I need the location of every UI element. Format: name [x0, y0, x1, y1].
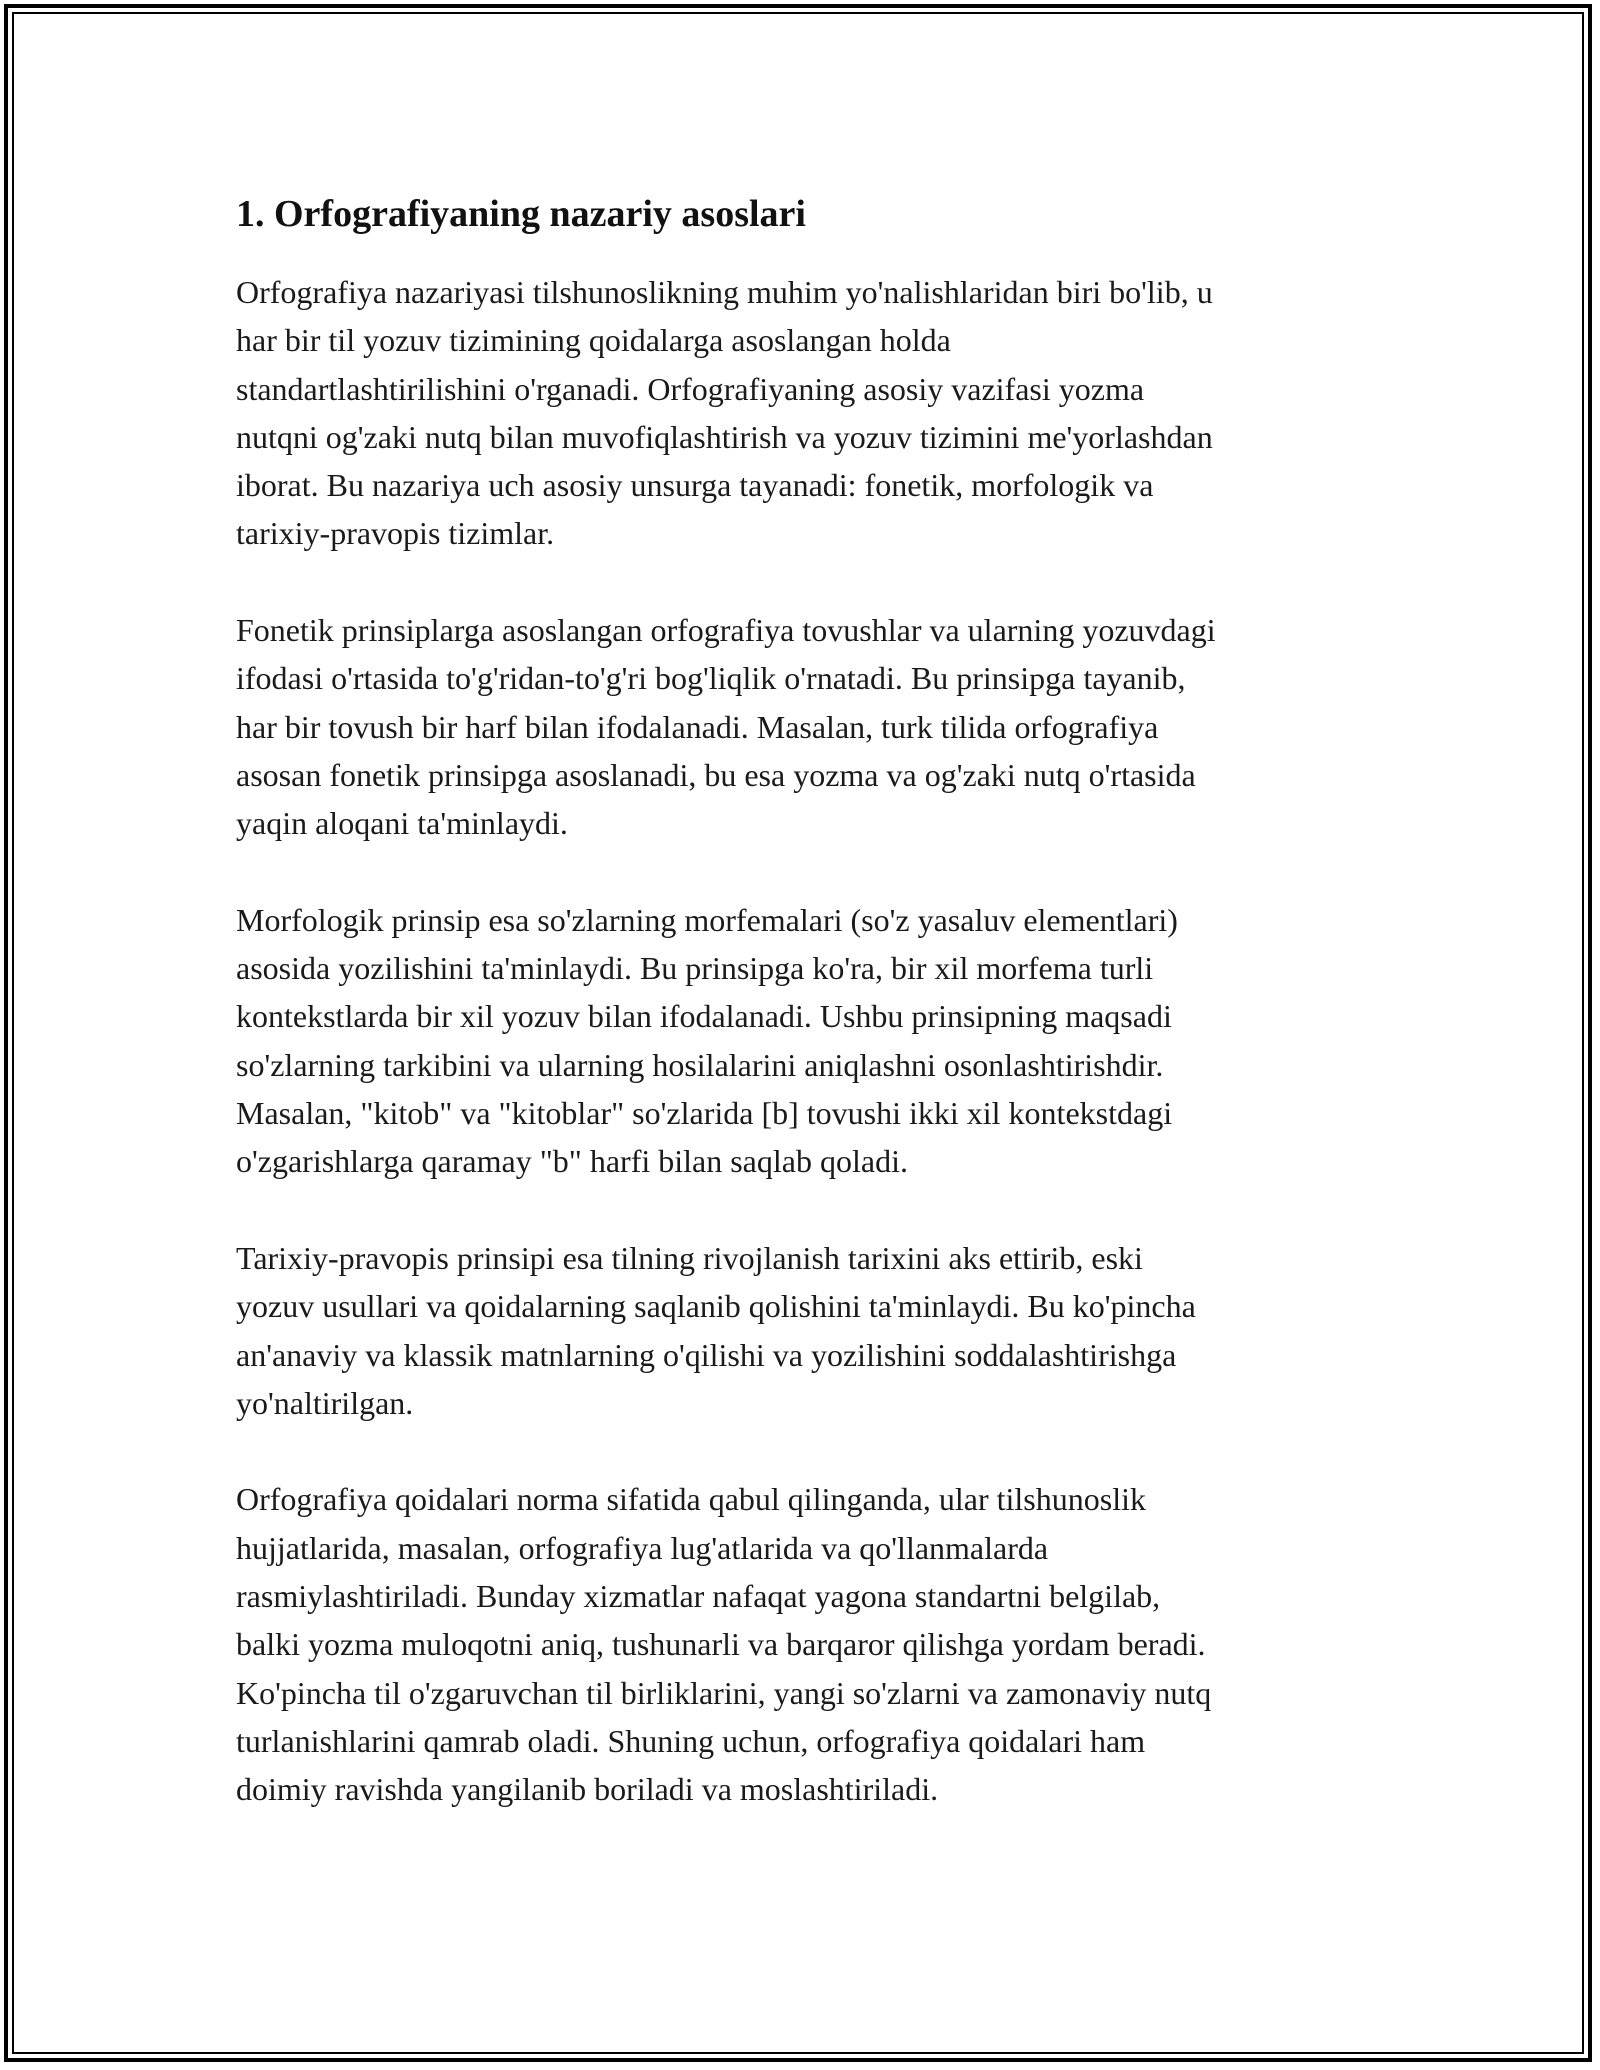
- paragraph-line: rasmiylashtiriladi. Bunday xizmatlar nafaqat yagona standartni belgilab,: [236, 1578, 1161, 1615]
- paragraph-line: nutqni og'zaki nutq bilan muvofiqlashtirish va yozuv tizimini me'yorlashdan: [236, 418, 1213, 455]
- paragraph-line: o'zgarishlarga qaramay "b" harfi bilan saqlab qoladi.: [236, 1143, 908, 1180]
- body-paragraph: [236, 606, 1364, 847]
- paragraph-line: doimiy ravishda yangilanib boriladi va moslashtiriladi.: [236, 1771, 939, 1808]
- document-body: [236, 186, 1364, 1862]
- paragraph-line: har bir til yozuv tizimining qoidalarga asoslangan holda: [236, 322, 951, 359]
- paragraph-line: asosan fonetik prinsipga asoslanadi, bu esa yozma va og'zaki nutq o'rtasida: [236, 756, 1196, 793]
- paragraph-line: Masalan, "kitob" va "kitoblar" so'zlarida [b] tovushi ikki xil kontekstdagi: [236, 1095, 1173, 1132]
- paragraph-line: yozuv usullari va qoidalarning saqlanib qolishini ta'minlaydi. Bu ko'pincha: [236, 1288, 1196, 1325]
- paragraph-line: tarixiy-pravopis tizimlar.: [236, 515, 555, 552]
- paragraph-line: Fonetik prinsiplarga asoslangan orfografiya tovushlar va ularning yozuvdagi: [236, 612, 1216, 649]
- body-paragraph: [236, 896, 1364, 1186]
- paragraph-line: balki yozma muloqotni aniq, tushunarli va barqaror qilishga yordam beradi.: [236, 1626, 1206, 1663]
- paragraph-line: so'zlarning tarkibini va ularning hosilalarini aniqlashni osonlashtirishdir.: [236, 1046, 1164, 1083]
- paragraph-line: hujjatlarida, masalan, orfografiya lug'atlarida va qo'llanmalarda: [236, 1529, 1049, 1566]
- paragraph-line: an'anaviy va klassik matnlarning o'qilishi va yozilishini soddalashtirishga: [236, 1336, 1177, 1373]
- body-paragraph: [236, 268, 1364, 558]
- paragraph-line: Tarixiy-pravopis prinsipi esa tilning rivojlanish tarixini aks ettirib, eski: [236, 1239, 1143, 1276]
- paragraph-line: kontekstlarda bir xil yozuv bilan ifodalanadi. Ushbu prinsipning maqsadi: [236, 998, 1172, 1035]
- paragraph-line: turlanishlarini qamrab oladi. Shuning uchun, orfografiya qoidalari ham: [236, 1722, 1146, 1759]
- paragraph-line: Orfografiya nazariyasi tilshunoslikning muhim yo'nalishlaridan biri bo'lib, u: [236, 274, 1213, 310]
- paragraph-line: yo'naltirilgan.: [236, 1384, 414, 1421]
- paragraph-line: iborat. Bu nazariya uch asosiy unsurga tayanadi: fonetik, morfologik va: [236, 467, 1154, 504]
- paragraph-line: ifodasi o'rtasida to'g'ridan-to'g'ri bog'liqlik o'rnatadi. Bu prinsipga tayanib,: [236, 660, 1186, 697]
- section-heading: 1. Orfografiyaning nazariy asoslari: [236, 193, 806, 235]
- paragraphs-container: [236, 268, 1364, 1814]
- paragraph-line: har bir tovush bir harf bilan ifodalanadi. Masalan, turk tilida orfografiya: [236, 708, 1159, 745]
- body-paragraph: [236, 1234, 1364, 1427]
- paragraph-line: Orfografiya qoidalari norma sifatida qabul qilinganda, ular tilshunoslik: [236, 1481, 1146, 1518]
- paragraph-line: standartlashtirilishini o'rganadi. Orfografiyaning asosiy vazifasi yozma: [236, 370, 1145, 407]
- paragraph-line: Morfologik prinsip esa so'zlarning morfemalari (so'z yasaluv elementlari): [236, 901, 1178, 938]
- body-paragraph: [236, 1475, 1364, 1813]
- paragraph-line: Ko'pincha til o'zgaruvchan til birliklarini, yangi so'zlarni va zamonaviy nutq: [236, 1674, 1212, 1711]
- paragraph-line: asosida yozilishini ta'minlaydi. Bu prinsipga ko'ra, bir xil morfema turli: [236, 950, 1154, 987]
- paragraph-line: yaqin aloqani ta'minlaydi.: [236, 805, 568, 842]
